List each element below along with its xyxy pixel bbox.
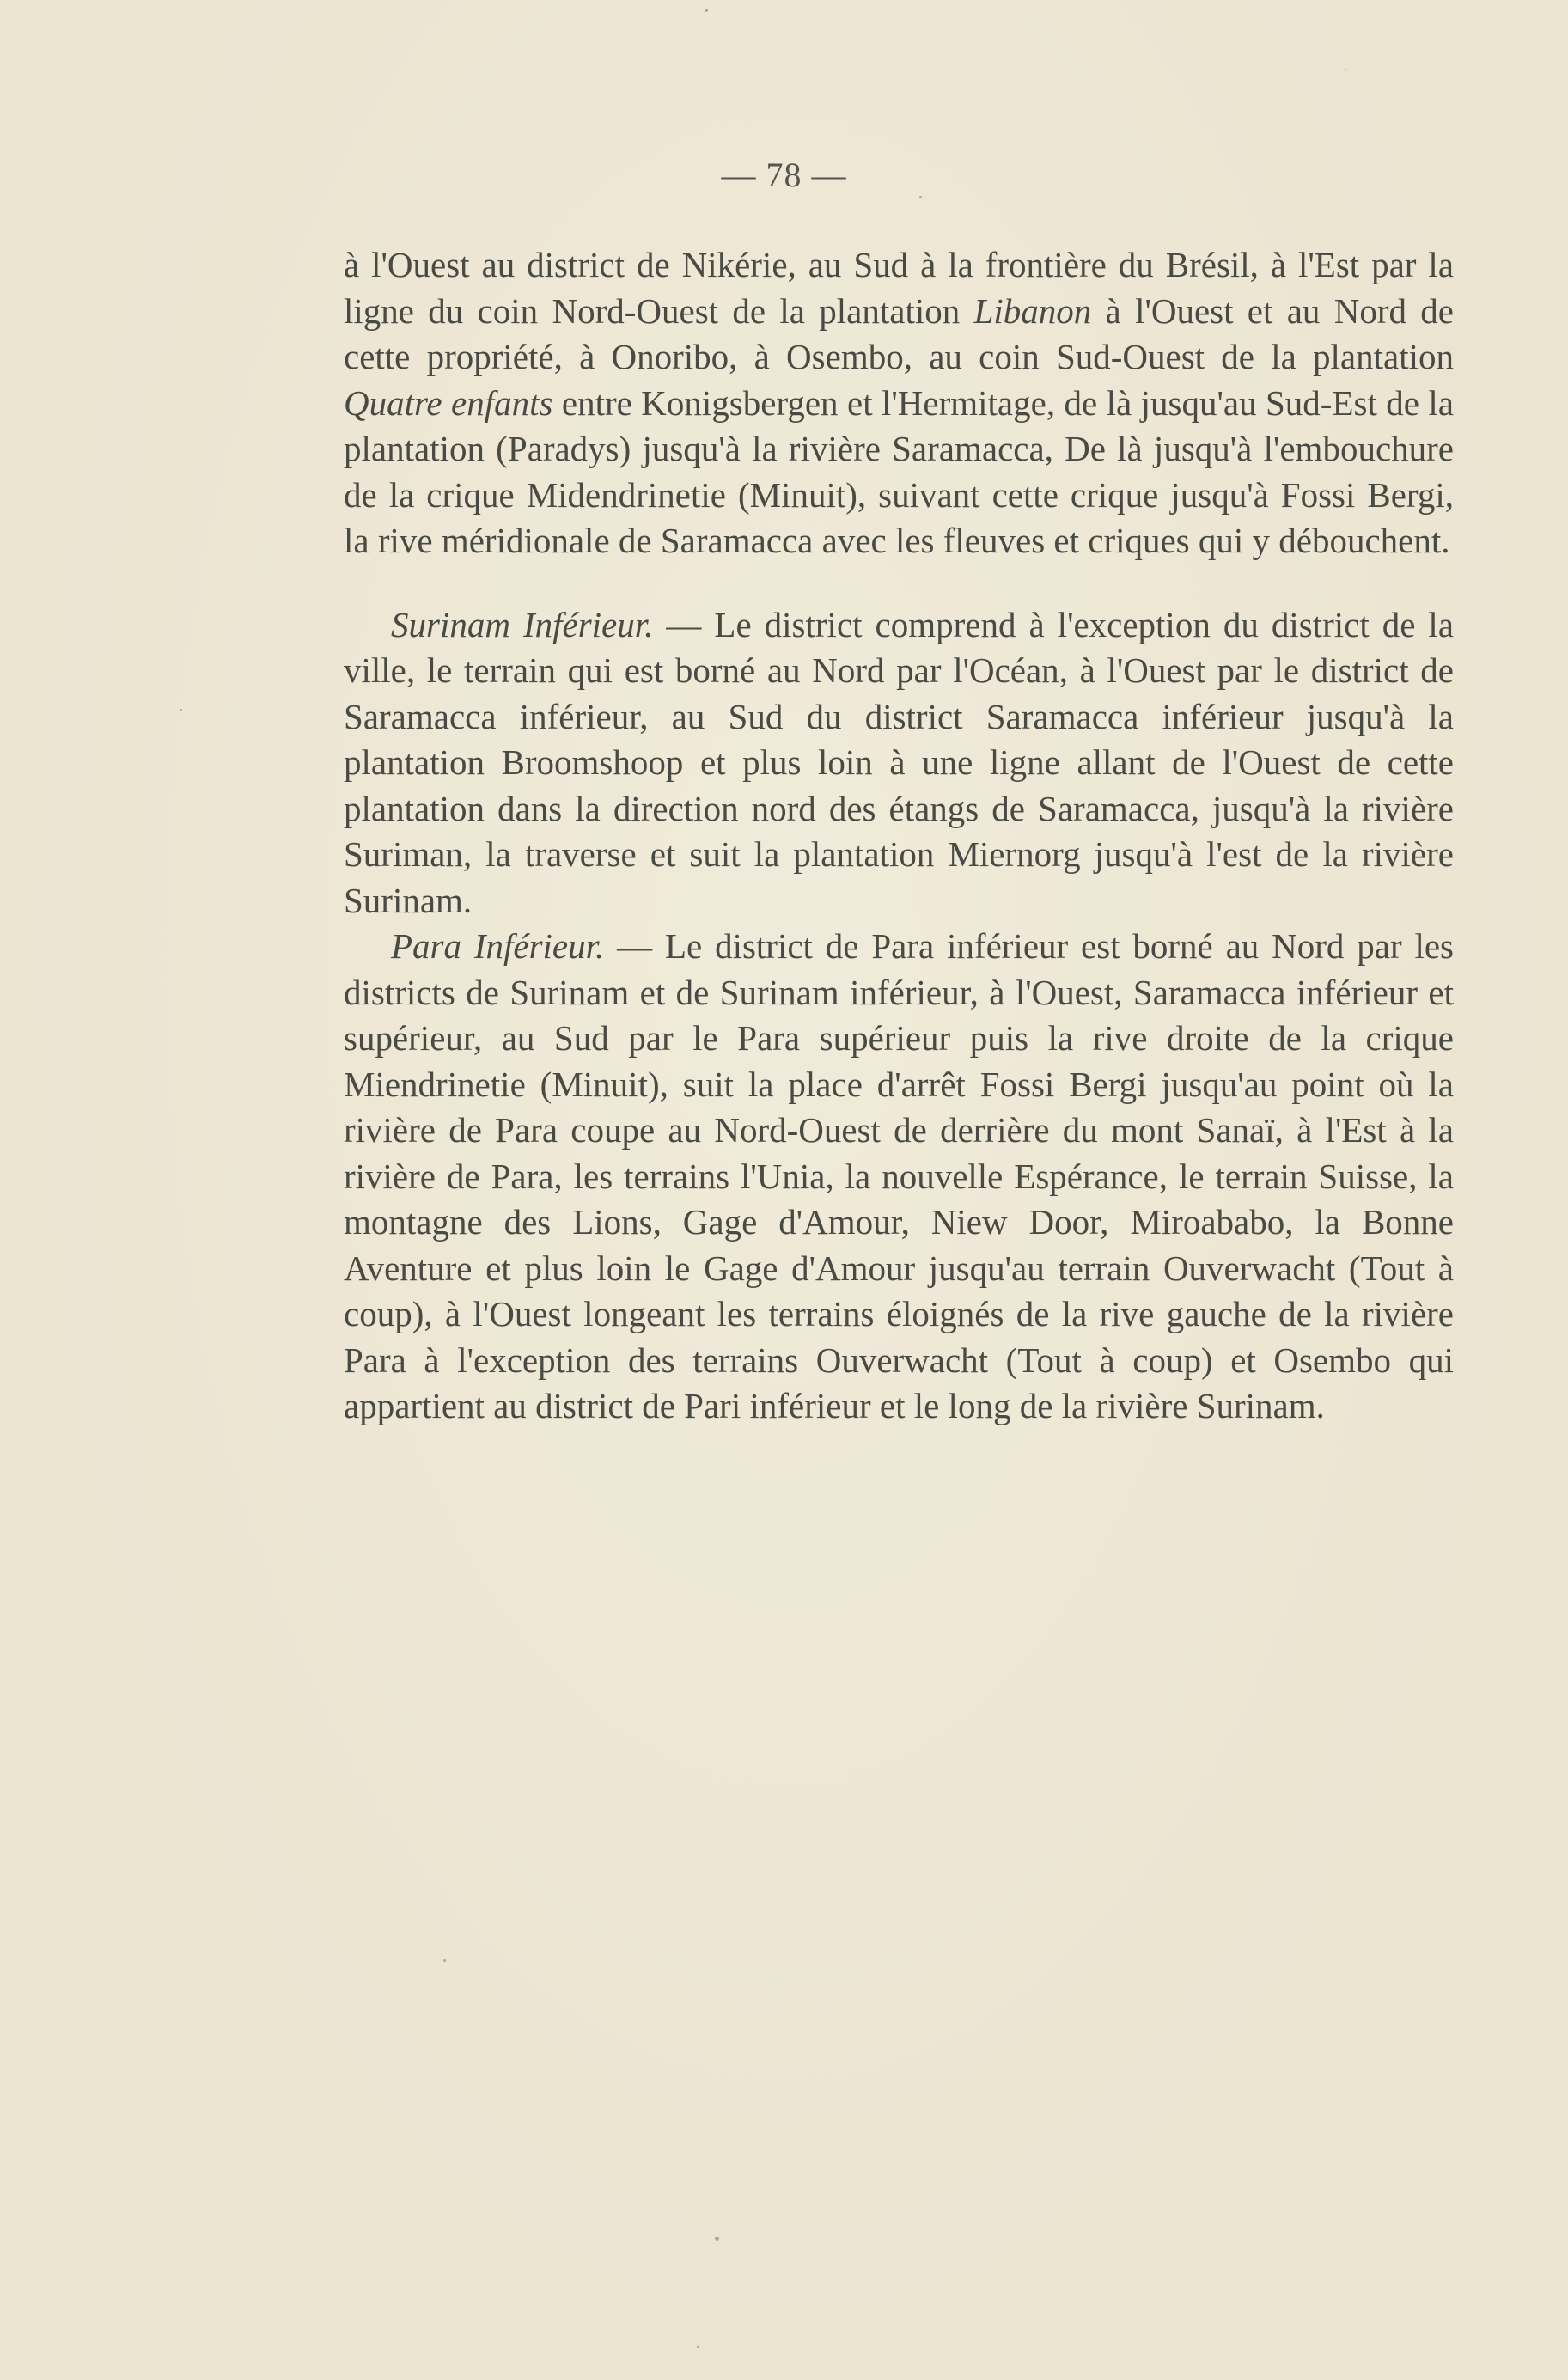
scan-speck [697, 2346, 699, 2348]
paragraph-1 [344, 242, 1454, 564]
scan-speck [715, 2237, 719, 2241]
section-heading: Surinam Inférieur. [391, 604, 654, 644]
text-segment: entre Konigsbergen et l'Hermitage, de là jusqu'au Sud-Est de la plantation (Paradys) jusqu'à la rivière Saramacca, De là jusqu'à l'embouchure de la crique Midendrinetie (Minuit), suivant cette crique jusqu'à Fossi Bergi, la rive méridionale de Saramacca avec les fleuves et criques qui y débouchent. [344, 382, 1454, 560]
scan-speck [443, 1959, 446, 1962]
text-segment-italic: Quatre enfants [344, 382, 553, 423]
page-number: — 78 — [721, 156, 847, 194]
paragraph-surinam-inferieur [344, 602, 1454, 925]
scan-speck [1345, 69, 1346, 70]
text-segment: — Le district de Para inférieur est borné au Nord par les districts de Surinam et de Surinam inférieur, à l'Ouest, Saramacca inférieur et supérieur, au Sud par le Para supérieur puis la rive droite de la crique Miendrinetie (Minuit), suit la place d'arrêt Fossi Bergi jusqu'au point où la rivière de Para coupe au Nord-Ouest de derrière du mont Sanaï, à l'Est à la rivière de Para, les terrains l'Unia, la nouvelle Espérance, le terrain Suisse, la montagne des Lions, Gage d'Amour, Niew Door, Miroababo, la Bonne Aventure et plus loin le Gage d'Amour jusqu'au terrain Ouverwacht (Tout à coup), à l'Ouest longeant les terrains éloignés de la rive gauche de la rivière Para à l'exception des terrains Ouverwacht (Tout à coup) et Osembo qui appartient au district de Pari inférieur et le long de la rivière Surinam. [344, 926, 1454, 1425]
scan-speck [180, 709, 182, 711]
text-segment: — Le district comprend à l'exception du district de la ville, le terrain qui est borné au Nord par l'Océan, à l'Ouest par le district de Saramacca inférieur, au Sud du district Saramacca inférieur jusqu'à la plantation Broomshoop et plus loin à une ligne allant de l'Ouest de cette plantation dans la direction nord des étangs de Saramacca, jusqu'à la rivière Suriman, la traverse et suit la plantation Miernorg jusqu'à l'est de la rivière Surinam. [344, 604, 1454, 920]
section-heading: Para Inférieur. [391, 926, 605, 966]
text-segment: à l'Ouest au district de Nikérie, au Sud à la frontière du Brésil, à l'Est par la ligne du coin Nord-Ouest de la plantation [344, 245, 1454, 331]
scan-speck [705, 9, 708, 12]
text-segment: à l'Ouest et au Nord de cette propriété, à Onoribo, à Osembo, au coin Sud-Ouest de la plantation [344, 290, 1454, 376]
text-segment-italic: Libanon [973, 290, 1092, 331]
scan-speck [919, 196, 922, 198]
body-text [344, 242, 1454, 1430]
paragraph-para-inferieur [344, 924, 1454, 1430]
